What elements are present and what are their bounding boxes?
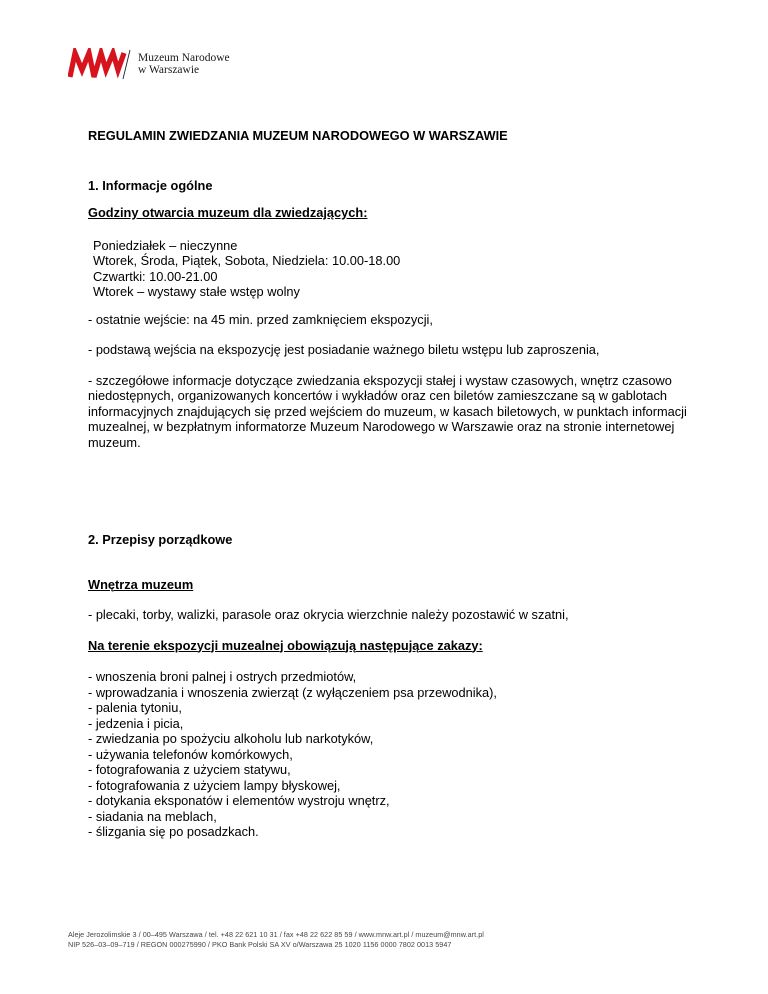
list-item: - wnoszenia broni palnej i ostrych przedmiotów, [88,669,357,684]
list-item: - dotykania eksponatów i elementów wystroju wnętrz, [88,793,390,808]
bans-list [88,669,688,840]
list-item: - jedzenia i picia, [88,715,184,731]
list-item: - zwiedzania po spożyciu alkoholu lub narkotyków, [88,731,374,746]
museum-logo [68,46,230,82]
last-entry-paragraph: - ostatnie wejście: na 45 min. przed zamknięciem ekspozycji, [88,311,433,327]
section-2-heading: 2. Przepisy porządkowe [88,532,233,547]
logo-line-1: Muzeum Narodowe [138,52,230,64]
logo-text [138,52,230,76]
document-title: REGULAMIN ZWIEDZANIA MUZEUM NARODOWEGO W WARSZAWIE [88,128,508,143]
mnw-logo-icon [68,48,132,80]
detailed-info-paragraph: - szczegółowe informacje dotyczące zwiedzania ekspozycji stałej i wystaw czasowych, wnętrz czasowo niedostępnych, organizowanych koncertów i wykładów oraz cen biletów zamieszczane są w gablotach informacyjnych znajdujących się przed wejściem do muzeum, w kasach biletowych, w punktach informacji muzealnej, w bezpłatnym informatorze Muzeum Narodowego w Warszawie oraz na stronie internetowej muzeum. [88,372,687,450]
page-footer [68,930,708,950]
opening-hours-heading: Godziny otwarcia muzeum dla zwiedzających: [88,205,368,220]
hours-item: Czwartki: 10.00-21.00 [93,268,218,284]
interiors-heading: Wnętrza muzeum [88,576,194,592]
entry-ticket-paragraph: - podstawą wejścia na ekspozycję jest posiadanie ważnego biletu wstępu lub zaproszenia, [88,342,600,357]
list-item: - wprowadzania i wnoszenia zwierząt (z wyłączeniem psa przewodnika), [88,684,497,700]
list-item: - fotografowania z użyciem statywu, [88,762,291,777]
footer-registration: NIP 526–03–09–719 / REGON 000275990 / PKO Bank Polski SA XV o/Warszawa 25 1020 1156 0000 7802 0013 5947 [68,940,452,949]
cloakroom-paragraph: - plecaki, torby, walizki, parasole oraz okrycia wierzchnie należy pozostawić w szatni, [88,607,569,622]
hours-item: Poniedziałek – nieczynne [93,237,238,253]
list-item: - siadania na meblach, [88,808,217,824]
list-item: - palenia tytoniu, [88,700,182,715]
footer-address: Aleje Jerozolimskie 3 / 00–495 Warszawa / tel. +48 22 621 10 31 / fax +48 22 622 85 59 / www.mnw.art.pl / muzeum@mnw.art.pl [68,930,484,939]
section-1-heading: 1. Informacje ogólne [88,177,213,193]
logo-line-2: w Warszawie [138,64,200,76]
list-item: - fotografowania z użyciem lampy błyskowej, [88,777,341,793]
opening-hours-list [88,238,688,300]
document-body [88,128,688,840]
list-item: - ślizgania się po posadzkach. [88,824,259,839]
hours-item: Wtorek – wystawy stałe wstęp wolny [93,284,300,299]
bans-heading: Na terenie ekspozycji muzealnej obowiązują następujące zakazy: [88,637,483,653]
list-item: - używania telefonów komórkowych, [88,746,293,762]
hours-item: Wtorek, Środa, Piątek, Sobota, Niedziela: 10.00-18.00 [93,253,401,268]
